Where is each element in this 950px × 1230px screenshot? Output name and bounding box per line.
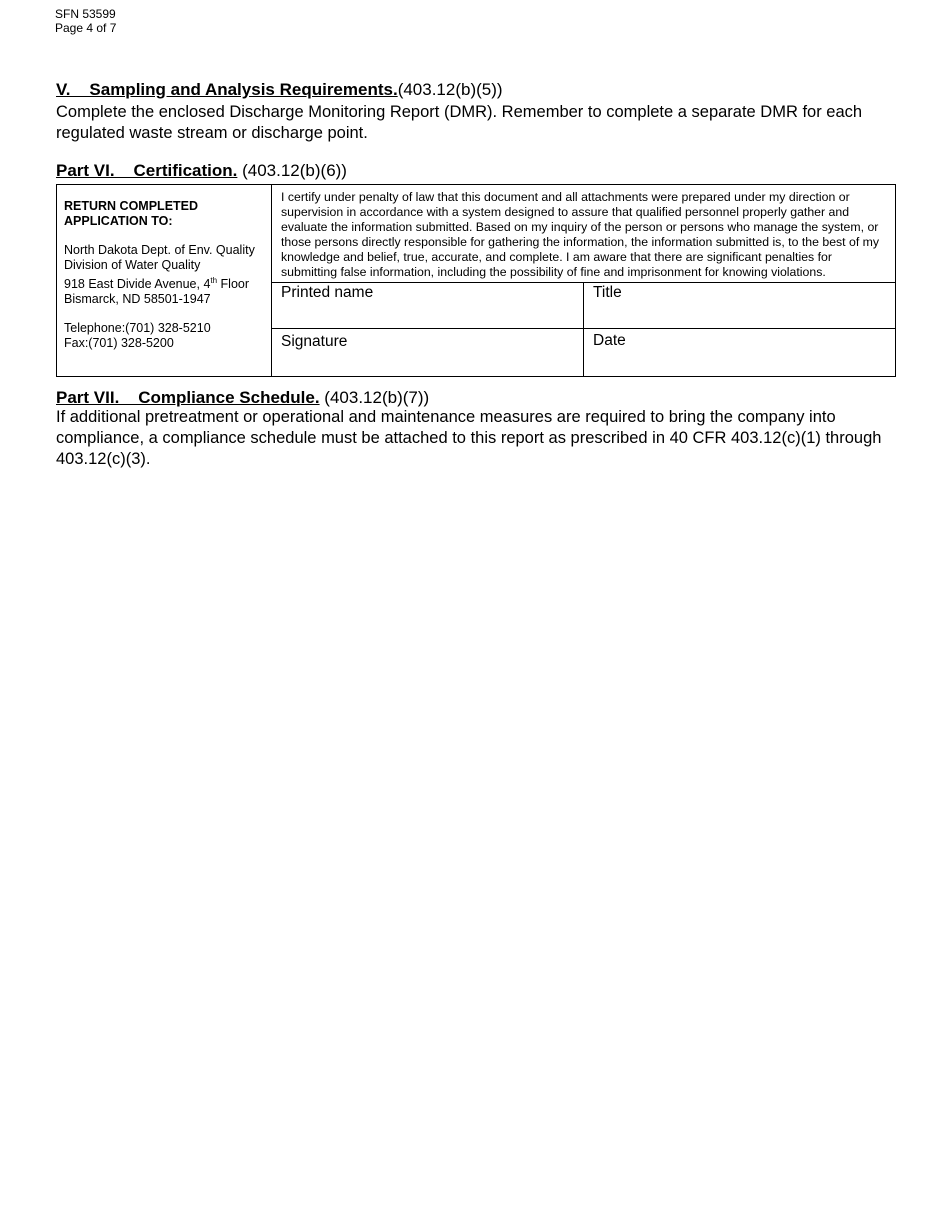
section-vii-citation: (403.12(b)(7)) bbox=[319, 388, 430, 407]
street-address bbox=[64, 277, 271, 292]
section-v-body: Complete the enclosed Discharge Monitoring Report (DMR). Remember to complete a separate DMR for each regulated waste stream or discharge point. bbox=[56, 103, 863, 142]
title-label: Title bbox=[593, 284, 622, 301]
certification-area bbox=[272, 185, 895, 376]
section-v-heading bbox=[56, 80, 503, 100]
agency-name: North Dakota Dept. of Env. Quality bbox=[64, 243, 255, 257]
section-vii-heading bbox=[56, 388, 429, 408]
section-v-citation: (403.12(b)(5)) bbox=[397, 80, 503, 99]
fax: Fax:(701) 328-5200 bbox=[64, 336, 174, 350]
section-vii-title: Part VII. Compliance Schedule. bbox=[56, 388, 320, 407]
page-header bbox=[55, 7, 116, 35]
section-vii-body: If additional pretreatment or operational and maintenance measures are required to bring the company into compliance, a compliance schedule must be attached to this report as prescribed in 40 CFR 403.12(c)(1) through 403.12(c)(3). bbox=[56, 408, 882, 468]
return-heading-line2: APPLICATION TO: bbox=[64, 214, 173, 228]
city-state-zip: Bismarck, ND 58501-1947 bbox=[64, 292, 211, 306]
certification-statement: I certify under penalty of law that this document and all attachments were prepared under my direction or supervision in accordance with a system designed to assure that qualified personnel properly gather and evaluate the information submitted. Based on my inquiry of the person or persons who manage the system, or those persons directly responsible for gathering the information, the information submitted is, to the best of my knowledge and belief, true, accurate, and complete. I am aware that there are significant penalties for submitting false information, including the possibility of fine and imprisonment for knowing violations. bbox=[281, 190, 880, 279]
section-vi-heading bbox=[56, 161, 347, 181]
signature-date-row bbox=[272, 328, 895, 376]
date-label: Date bbox=[593, 332, 626, 349]
title-field[interactable] bbox=[584, 283, 895, 328]
section-v-title: V. Sampling and Analysis Requirements. bbox=[56, 80, 398, 99]
street-address-ordinal: th bbox=[210, 276, 218, 285]
section-vi-citation: (403.12(b)(6)) bbox=[237, 161, 347, 180]
telephone: Telephone:(701) 328-5210 bbox=[64, 321, 211, 335]
name-title-row bbox=[272, 282, 895, 328]
printed-name-label: Printed name bbox=[281, 284, 374, 301]
printed-name-field[interactable] bbox=[272, 283, 584, 328]
certification-table bbox=[56, 184, 896, 377]
return-heading-line1: RETURN COMPLETED bbox=[64, 199, 199, 213]
return-address-block bbox=[57, 185, 272, 376]
street-address-main: 918 East Divide Avenue, 4 bbox=[64, 277, 211, 291]
signature-label: Signature bbox=[281, 333, 348, 350]
street-address-floor: Floor bbox=[217, 277, 250, 291]
signature-field[interactable] bbox=[272, 329, 584, 376]
page-number: Page 4 of 7 bbox=[55, 21, 117, 35]
form-number: SFN 53599 bbox=[55, 7, 116, 21]
date-field[interactable] bbox=[584, 329, 895, 376]
division-name: Division of Water Quality bbox=[64, 258, 201, 272]
section-vi-title: Part VI. Certification. bbox=[56, 161, 238, 180]
